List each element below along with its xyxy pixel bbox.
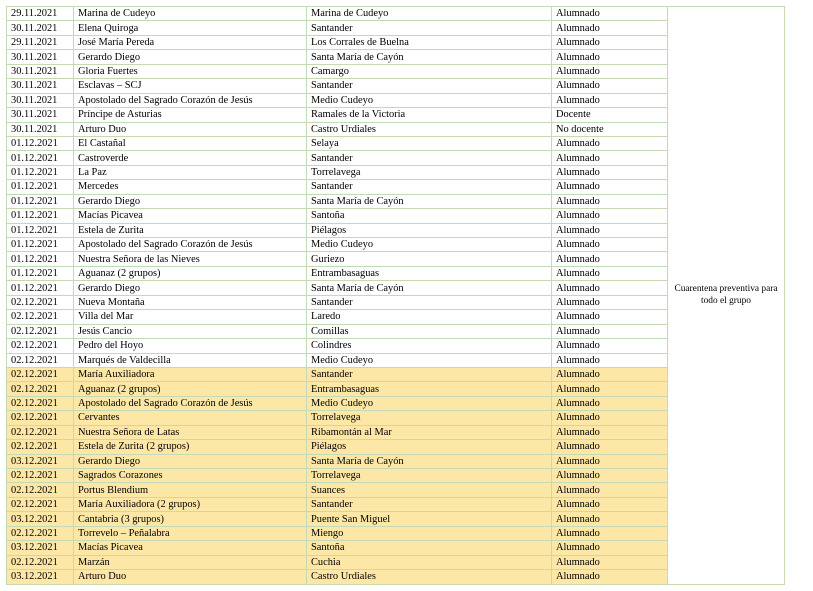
town-cell: Medio Cudeyo <box>307 238 552 252</box>
date-cell: 30.11.2021 <box>7 79 74 93</box>
type-cell: Alumnado <box>552 339 668 353</box>
town-cell: Castro Urdiales <box>307 570 552 584</box>
type-cell: Alumnado <box>552 440 668 454</box>
school-cell: Marzán <box>74 555 307 569</box>
type-cell: Alumnado <box>552 483 668 497</box>
school-cell: Arturo Duo <box>74 570 307 584</box>
school-cell: José María Pereda <box>74 35 307 49</box>
date-cell: 01.12.2021 <box>7 151 74 165</box>
school-cell: María Auxiliadora (2 grupos) <box>74 497 307 511</box>
date-cell: 02.12.2021 <box>7 324 74 338</box>
date-cell: 01.12.2021 <box>7 209 74 223</box>
type-cell: Alumnado <box>552 570 668 584</box>
town-cell: Medio Cudeyo <box>307 353 552 367</box>
town-cell: Torrelavega <box>307 165 552 179</box>
town-cell: Puente San Miguel <box>307 512 552 526</box>
town-cell: Cuchia <box>307 555 552 569</box>
date-cell: 02.12.2021 <box>7 440 74 454</box>
town-cell: Santa María de Cayón <box>307 50 552 64</box>
table-row <box>7 7 785 21</box>
school-cell: Cervantes <box>74 411 307 425</box>
school-cell: Gerardo Diego <box>74 454 307 468</box>
type-cell: Alumnado <box>552 223 668 237</box>
date-cell: 29.11.2021 <box>7 35 74 49</box>
town-cell: Selaya <box>307 136 552 150</box>
type-cell: Alumnado <box>552 93 668 107</box>
school-cell: Marqués de Valdecilla <box>74 353 307 367</box>
type-cell: Alumnado <box>552 79 668 93</box>
date-cell: 02.12.2021 <box>7 483 74 497</box>
date-cell: 02.12.2021 <box>7 469 74 483</box>
type-cell: Alumnado <box>552 165 668 179</box>
type-cell: Alumnado <box>552 512 668 526</box>
school-cell: El Castañal <box>74 136 307 150</box>
school-cell: Aguanaz (2 grupos) <box>74 266 307 280</box>
type-cell: Alumnado <box>552 310 668 324</box>
school-cell: Torrevelo – Peñalabra <box>74 526 307 540</box>
type-cell: Alumnado <box>552 136 668 150</box>
town-cell: Entrambasaguas <box>307 266 552 280</box>
town-cell: Santander <box>307 180 552 194</box>
school-cell: Macías Picavea <box>74 541 307 555</box>
town-cell: Medio Cudeyo <box>307 93 552 107</box>
date-cell: 01.12.2021 <box>7 223 74 237</box>
school-cell: Príncipe de Asturias <box>74 108 307 122</box>
town-cell: Ramales de la Victoria <box>307 108 552 122</box>
type-cell: Alumnado <box>552 396 668 410</box>
town-cell: Los Corrales de Buelna <box>307 35 552 49</box>
school-cell: Sagrados Corazones <box>74 469 307 483</box>
town-cell: Torrelavega <box>307 469 552 483</box>
school-cell: Gerardo Diego <box>74 50 307 64</box>
type-cell: Alumnado <box>552 194 668 208</box>
date-cell: 03.12.2021 <box>7 541 74 555</box>
type-cell: Alumnado <box>552 209 668 223</box>
school-cell: Portus Blendium <box>74 483 307 497</box>
date-cell: 03.12.2021 <box>7 454 74 468</box>
school-cell: Nueva Montaña <box>74 295 307 309</box>
school-cell: María Auxiliadora <box>74 367 307 381</box>
town-cell: Laredo <box>307 310 552 324</box>
date-cell: 02.12.2021 <box>7 339 74 353</box>
town-cell: Santander <box>307 151 552 165</box>
type-cell: Alumnado <box>552 367 668 381</box>
school-cell: Gloria Fuertes <box>74 64 307 78</box>
town-cell: Santander <box>307 79 552 93</box>
school-cell: Estela de Zurita (2 grupos) <box>74 440 307 454</box>
school-cell: Castroverde <box>74 151 307 165</box>
town-cell: Marina de Cudeyo <box>307 7 552 21</box>
school-cell: Villa del Mar <box>74 310 307 324</box>
date-cell: 01.12.2021 <box>7 266 74 280</box>
school-cell: Jesús Cancio <box>74 324 307 338</box>
school-cell: Gerardo Diego <box>74 281 307 295</box>
date-cell: 30.11.2021 <box>7 21 74 35</box>
date-cell: 01.12.2021 <box>7 238 74 252</box>
date-cell: 01.12.2021 <box>7 180 74 194</box>
date-cell: 01.12.2021 <box>7 281 74 295</box>
type-cell: Alumnado <box>552 21 668 35</box>
school-cell: Nuestra Señora de Latas <box>74 425 307 439</box>
type-cell: Docente <box>552 108 668 122</box>
school-cell: Apostolado del Sagrado Corazón de Jesús <box>74 93 307 107</box>
date-cell: 02.12.2021 <box>7 310 74 324</box>
school-cell: Estela de Zurita <box>74 223 307 237</box>
school-cell: Pedro del Hoyo <box>74 339 307 353</box>
type-cell: Alumnado <box>552 411 668 425</box>
type-cell: Alumnado <box>552 35 668 49</box>
town-cell: Santander <box>307 295 552 309</box>
date-cell: 30.11.2021 <box>7 93 74 107</box>
type-cell: Alumnado <box>552 425 668 439</box>
school-cell: Cantabria (3 grupos) <box>74 512 307 526</box>
school-cell: Apostolado del Sagrado Corazón de Jesús <box>74 396 307 410</box>
town-cell: Santa María de Cayón <box>307 194 552 208</box>
town-cell: Torrelavega <box>307 411 552 425</box>
type-cell: Alumnado <box>552 541 668 555</box>
type-cell: Alumnado <box>552 382 668 396</box>
type-cell: Alumnado <box>552 252 668 266</box>
town-cell: Miengo <box>307 526 552 540</box>
date-cell: 02.12.2021 <box>7 396 74 410</box>
school-cell: Macías Picavea <box>74 209 307 223</box>
type-cell: No docente <box>552 122 668 136</box>
date-cell: 03.12.2021 <box>7 512 74 526</box>
school-cell: Nuestra Señora de las Nieves <box>74 252 307 266</box>
date-cell: 02.12.2021 <box>7 555 74 569</box>
town-cell: Comillas <box>307 324 552 338</box>
town-cell: Entrambasaguas <box>307 382 552 396</box>
type-cell: Alumnado <box>552 497 668 511</box>
type-cell: Alumnado <box>552 7 668 21</box>
type-cell: Alumnado <box>552 555 668 569</box>
type-cell: Alumnado <box>552 353 668 367</box>
date-cell: 02.12.2021 <box>7 367 74 381</box>
school-cell: Marina de Cudeyo <box>74 7 307 21</box>
town-cell: Santander <box>307 367 552 381</box>
date-cell: 01.12.2021 <box>7 136 74 150</box>
date-cell: 02.12.2021 <box>7 382 74 396</box>
town-cell: Santa María de Cayón <box>307 454 552 468</box>
town-cell: Santander <box>307 497 552 511</box>
date-cell: 02.12.2021 <box>7 295 74 309</box>
type-cell: Alumnado <box>552 469 668 483</box>
type-cell: Alumnado <box>552 454 668 468</box>
type-cell: Alumnado <box>552 526 668 540</box>
town-cell: Santa María de Cayón <box>307 281 552 295</box>
school-cell: Apostolado del Sagrado Corazón de Jesús <box>74 238 307 252</box>
type-cell: Alumnado <box>552 324 668 338</box>
date-cell: 01.12.2021 <box>7 194 74 208</box>
school-cell: Gerardo Diego <box>74 194 307 208</box>
date-cell: 03.12.2021 <box>7 570 74 584</box>
town-cell: Santoña <box>307 541 552 555</box>
table-body <box>7 7 785 585</box>
type-cell: Alumnado <box>552 151 668 165</box>
type-cell: Alumnado <box>552 238 668 252</box>
town-cell: Piélagos <box>307 223 552 237</box>
school-cell: Mercedes <box>74 180 307 194</box>
town-cell: Suances <box>307 483 552 497</box>
date-cell: 01.12.2021 <box>7 252 74 266</box>
date-cell: 30.11.2021 <box>7 122 74 136</box>
quarantine-table <box>6 6 785 585</box>
school-cell: Elena Quiroga <box>74 21 307 35</box>
type-cell: Alumnado <box>552 266 668 280</box>
date-cell: 29.11.2021 <box>7 7 74 21</box>
date-cell: 30.11.2021 <box>7 64 74 78</box>
date-cell: 01.12.2021 <box>7 165 74 179</box>
school-cell: Aguanaz (2 grupos) <box>74 382 307 396</box>
school-cell: Esclavas – SCJ <box>74 79 307 93</box>
quarantine-note-cell: Cuarentena preventiva para todo el grupo <box>668 7 785 585</box>
school-cell: La Paz <box>74 165 307 179</box>
town-cell: Guriezo <box>307 252 552 266</box>
town-cell: Piélagos <box>307 440 552 454</box>
type-cell: Alumnado <box>552 64 668 78</box>
town-cell: Colindres <box>307 339 552 353</box>
date-cell: 30.11.2021 <box>7 108 74 122</box>
town-cell: Ribamontán al Mar <box>307 425 552 439</box>
date-cell: 02.12.2021 <box>7 526 74 540</box>
date-cell: 02.12.2021 <box>7 425 74 439</box>
date-cell: 02.12.2021 <box>7 497 74 511</box>
school-cell: Arturo Duo <box>74 122 307 136</box>
type-cell: Alumnado <box>552 295 668 309</box>
town-cell: Medio Cudeyo <box>307 396 552 410</box>
type-cell: Alumnado <box>552 50 668 64</box>
town-cell: Santander <box>307 21 552 35</box>
date-cell: 02.12.2021 <box>7 353 74 367</box>
type-cell: Alumnado <box>552 180 668 194</box>
town-cell: Santoña <box>307 209 552 223</box>
type-cell: Alumnado <box>552 281 668 295</box>
town-cell: Camargo <box>307 64 552 78</box>
date-cell: 02.12.2021 <box>7 411 74 425</box>
date-cell: 30.11.2021 <box>7 50 74 64</box>
town-cell: Castro Urdiales <box>307 122 552 136</box>
